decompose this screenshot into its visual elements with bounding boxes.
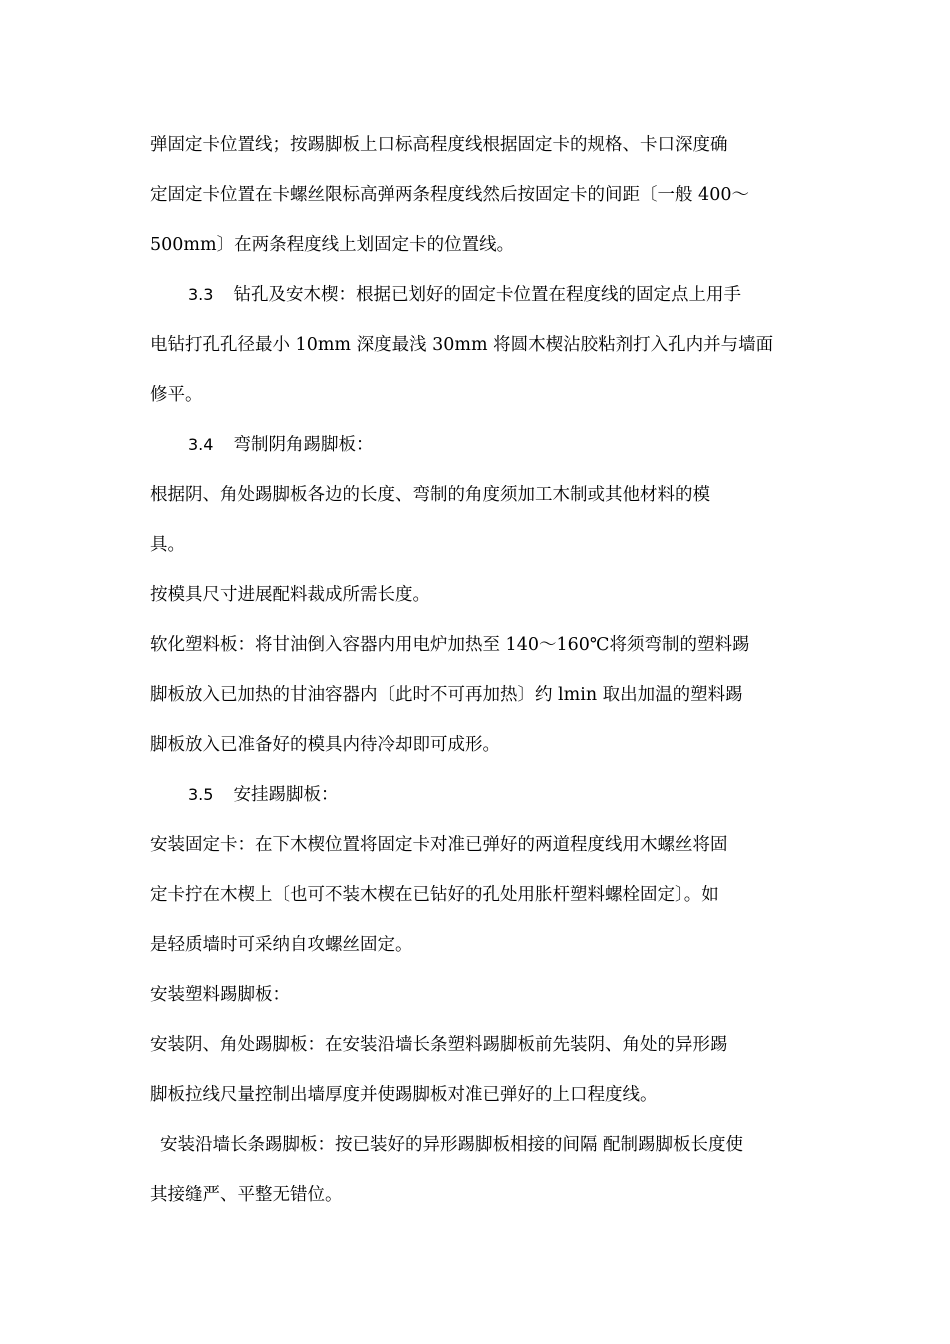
section-heading-3-4 [188,433,848,457]
text-line: 软化塑料板：将甘油倒入容器内用电炉加热至 140～160℃将须弯制的塑料踢 [150,635,750,655]
text-line: 根据阴、角处踢脚板各边的长度、弯制的角度须加工木制或其他材料的模 [150,485,710,505]
section-text: 安挂踢脚板： [233,785,339,805]
text-line: 安装沿墙长条踢脚板：按已装好的异形踢脚板相接的间隔 配制踢脚板长度使 [160,1135,744,1155]
text-line: 其接缝严、平整无错位。 [150,1185,343,1205]
text-line: 电钻打孔孔径最小 10mm 深度最浅 30mm 将圆木楔沾胶粘剂打入孔内并与墙面 [150,335,774,355]
text-line: 脚板放入已准备好的模具内待冷却即可成形。 [150,735,500,755]
text-line: 安装塑料踢脚板： [150,985,290,1005]
text-line: 修平。 [150,385,203,405]
section-text: 钻孔及安木楔：根据已划好的固定卡位置在程度线的固定点上用手 [233,285,741,305]
text-line: 定卡拧在木楔上〔也可不装木楔在已钻好的孔处用胀杆塑料螺栓固定〕。如 [150,885,719,905]
section-heading-3-3 [188,283,848,307]
text-line: 脚板拉线尺量控制出墙厚度并使踢脚板对准已弹好的上口程度线。 [150,1085,658,1105]
text-line: 安装固定卡：在下木楔位置将固定卡对准已弹好的两道程度线用木螺丝将固 [150,835,728,855]
section-heading-3-5 [188,783,848,807]
text-line: 定固定卡位置在卡螺丝限标高弹两条程度线然后按固定卡的间距〔一般 400～ [150,185,749,205]
section-number: 3.5 [188,785,214,804]
section-number: 3.4 [188,435,214,454]
text-line: 脚板放入已加热的甘油容器内〔此时不可再加热〕约 lmin 取出加温的塑料踢 [150,685,743,705]
text-line: 具。 [150,535,185,555]
text-line: 弹固定卡位置线；按踢脚板上口标高程度线根据固定卡的规格、卡口深度确 [150,135,728,155]
text-line: 500mm〕在两条程度线上划固定卡的位置线。 [150,235,515,255]
text-line: 安装阴、角处踢脚板：在安装沿墙长条塑料踢脚板前先装阴、角处的异形踢 [150,1035,728,1055]
section-number: 3.3 [188,285,214,304]
text-line: 是轻质墙时可采纳自攻螺丝固定。 [150,935,413,955]
section-text: 弯制阴角踢脚板： [233,435,374,455]
text-line: 按模具尺寸进展配料裁成所需长度。 [150,585,430,605]
